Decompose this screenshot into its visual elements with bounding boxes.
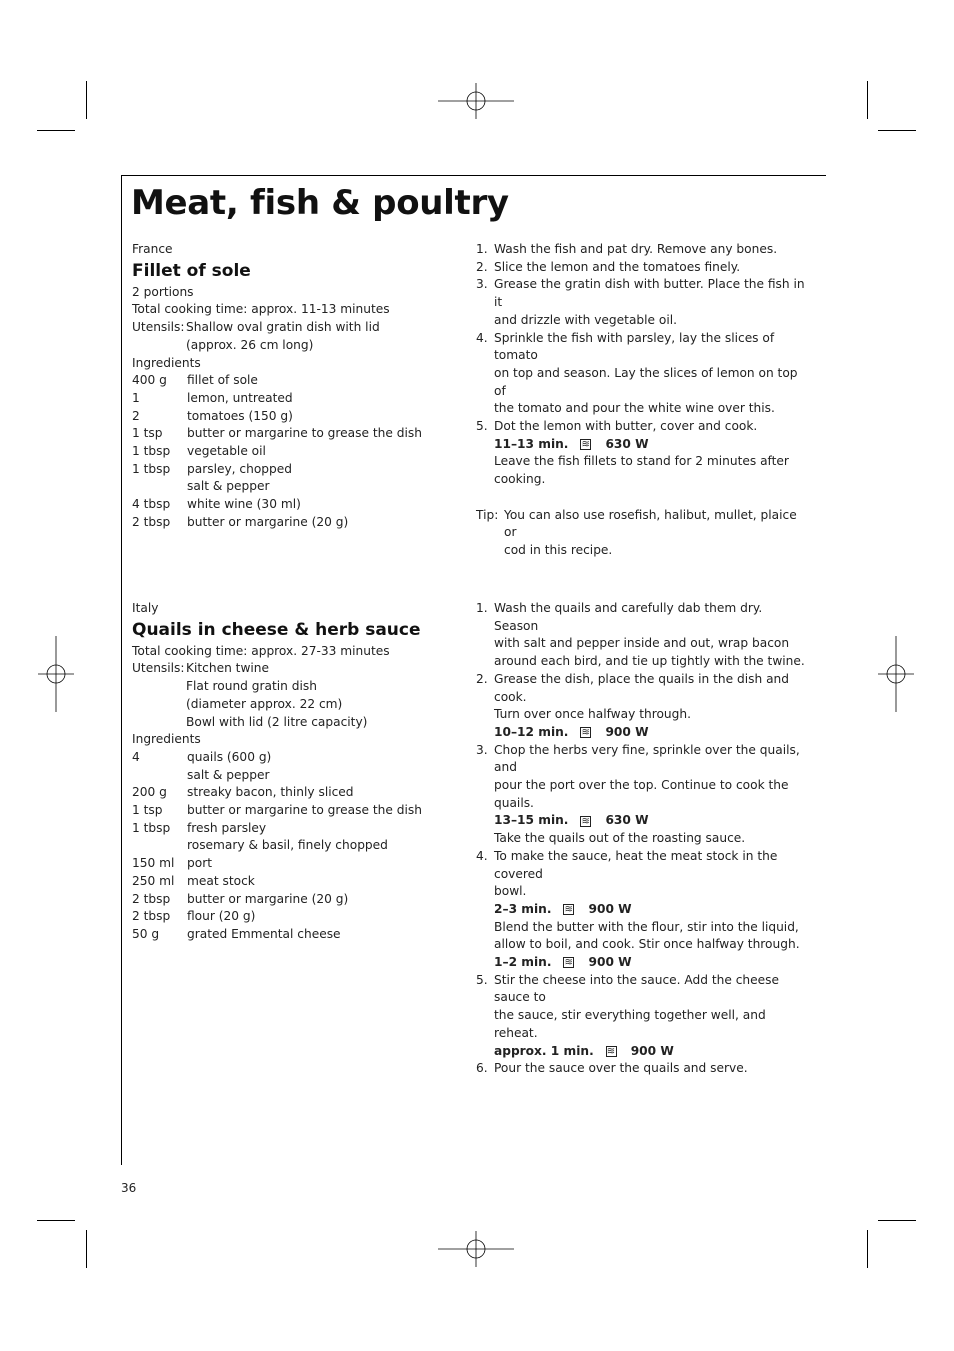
microwave-icon (563, 957, 574, 968)
ingredient-item: salt & pepper (187, 479, 270, 494)
step-number: 5. (476, 419, 488, 434)
utensil-item: Bowl with lid (2 litre capacity) (186, 714, 368, 729)
ingredient-item: meat stock (187, 873, 255, 888)
step (476, 671, 806, 724)
portions: 2 portions (132, 284, 194, 299)
ingredient-qty (132, 478, 187, 496)
ingredient-item: salt & pepper (187, 767, 270, 782)
ingredient-item: fresh parsley (187, 820, 267, 835)
ingredient-item: quails (600 g) (187, 749, 272, 764)
step-text: the sauce, stir everything together well, and reheat. (494, 1008, 766, 1040)
step-text: allow to boil, and cook. Stir once halfway through. (494, 937, 800, 952)
registration-mark-icon (858, 636, 934, 712)
ingredient-qty: 4 tbsp (132, 497, 171, 512)
ingredient-qty: 2 tbsp (132, 514, 171, 529)
power-level: 900 W (588, 901, 632, 916)
step (476, 418, 806, 436)
cooking-time: 11–13 min. (494, 436, 569, 451)
cooking-time: 13–15 min. (494, 813, 569, 828)
ingredient-qty: 1 tbsp (132, 461, 171, 476)
step-text: Take the quails out of the roasting sauce. (494, 831, 746, 846)
ingredient-row (132, 820, 452, 838)
ingredient-qty: 400 g (132, 373, 167, 388)
ingredient-qty: 1 tbsp (132, 820, 171, 835)
power-level: 900 W (588, 955, 632, 970)
ingredient-qty: 2 (132, 408, 140, 423)
step-number: 6. (476, 1061, 488, 1076)
page-number: 36 (121, 1181, 137, 1195)
ingredient-row (132, 873, 452, 891)
step (476, 1060, 806, 1078)
crop-mark (86, 1230, 87, 1268)
step-text: Chop the herbs very fine, sprinkle over the quails, and (494, 742, 800, 775)
ingredient-qty (132, 767, 187, 785)
tip-label: Tip: (476, 507, 499, 522)
step-text: Blend the butter with the flour, stir into the liquid, (494, 919, 799, 934)
utensils (132, 660, 452, 731)
ingredient-item: flour (20 g) (187, 909, 256, 924)
ingredient-qty: 1 tsp (132, 803, 163, 818)
step-text: Stir the cheese into the sauce. Add the cheese sauce to (494, 972, 780, 1005)
cooking-time: approx. 1 min. (494, 1043, 594, 1058)
step-text: the tomato and pour the white wine over this. (494, 401, 775, 416)
microwave-icon (580, 727, 591, 738)
ingredient-row (132, 784, 452, 802)
tip-text: cod in this recipe. (504, 542, 613, 557)
step-number: 2. (476, 671, 488, 686)
step-text: Wash the quails and carefully dab them dry. Season (494, 601, 763, 633)
utensil-item: Shallow oval gratin dish with lid (186, 320, 380, 335)
cooking-time: 10–12 min. (494, 724, 569, 739)
step-text: and drizzle with vegetable oil. (494, 312, 678, 327)
ingredient-row (132, 425, 452, 443)
utensil-item: Flat round gratin dish (186, 679, 317, 694)
registration-mark-icon (438, 1211, 514, 1287)
step-text: Wash the fish and pat dry. Remove any bones. (494, 242, 778, 256)
step-text: To make the sauce, heat the meat stock in the covered (494, 848, 778, 881)
step-number: 2. (476, 259, 488, 274)
crop-mark (37, 130, 75, 131)
step-number: 4. (476, 848, 488, 863)
step-number: 3. (476, 742, 488, 757)
ingredient-row (132, 372, 452, 390)
ingredient-item: butter or margarine (20 g) (187, 514, 349, 529)
recipe-1-steps (476, 241, 806, 560)
step-text: Leave the fish fillets to stand for 2 minutes after (494, 454, 789, 469)
microwave-icon (580, 439, 591, 450)
ingredient-qty: 2 tbsp (132, 891, 171, 906)
step-text: bowl. (494, 884, 527, 899)
microwave-icon (606, 1046, 617, 1057)
power-level: 900 W (605, 724, 649, 739)
ingredient-qty (132, 837, 187, 855)
step-number: 1. (476, 601, 488, 615)
ingredient-row (132, 461, 452, 479)
ingredient-row (132, 496, 452, 514)
ingredient-item: lemon, untreated (187, 390, 293, 405)
ingredient-item: butter or margarine to grease the dish (187, 803, 422, 818)
ingredient-row (132, 390, 452, 408)
ingredient-qty: 150 ml (132, 856, 175, 871)
step-text: Sprinkle the fish with parsley, lay the slices of tomato (494, 330, 775, 363)
ingredient-qty: 2 tbsp (132, 909, 171, 924)
step-text: Grease the gratin dish with butter. Place the fish in it (494, 277, 805, 310)
step-number: 1. (476, 242, 488, 256)
step (476, 330, 806, 419)
microwave-setting (476, 724, 806, 742)
step-text: pour the port over the top. Continue to cook the (494, 778, 789, 793)
microwave-icon (580, 816, 591, 827)
power-level: 630 W (605, 813, 649, 828)
crop-mark (878, 130, 916, 131)
step-number: 5. (476, 972, 488, 987)
step-text: with salt and pepper inside and out, wrap bacon (494, 636, 790, 651)
total-cooking-time: Total cooking time: approx. 11-13 minutes (132, 302, 390, 317)
step-text: Grease the dish, place the quails in the dish and cook. (494, 671, 790, 704)
ingredient-row (132, 891, 452, 909)
total-cooking-time: Total cooking time: approx. 27-33 minutes (132, 643, 390, 658)
registration-mark-icon (438, 63, 514, 139)
ingredient-row (132, 855, 452, 873)
ingredient-qty: 200 g (132, 785, 167, 800)
step (476, 742, 806, 813)
ingredient-item: tomatoes (150 g) (187, 408, 293, 423)
step-text: Slice the lemon and the tomatoes finely. (494, 259, 741, 274)
ingredient-row (132, 767, 452, 785)
ingredient-item: grated Emmental cheese (187, 926, 341, 941)
crop-mark (867, 81, 868, 119)
ingredient-qty: 1 tsp (132, 426, 163, 441)
ingredient-item: fillet of sole (187, 373, 258, 388)
header-rule (121, 175, 826, 176)
microwave-setting (476, 436, 806, 454)
ingredient-row (132, 802, 452, 820)
ingredient-row (132, 443, 452, 461)
recipe-2-steps (476, 600, 806, 1078)
margin-rule (121, 175, 122, 1165)
ingredient-qty: 1 tbsp (132, 444, 171, 459)
recipe-title: Quails in cheese & herb sauce (132, 619, 421, 640)
microwave-setting (476, 812, 806, 830)
step (476, 848, 806, 901)
cooking-time: 1–2 min. (494, 955, 552, 970)
step (476, 972, 806, 1043)
step (476, 241, 806, 259)
utensil-item: Kitchen twine (186, 661, 270, 676)
utensils-label: Utensils: (132, 320, 185, 335)
ingredient-item: vegetable oil (187, 444, 266, 459)
ingredient-row (132, 908, 452, 926)
ingredient-row (132, 408, 452, 426)
recipe-1-details (132, 241, 452, 532)
utensil-item: (approx. 26 cm long) (186, 337, 314, 352)
ingredient-item: butter or margarine to grease the dish (187, 426, 422, 441)
ingredient-qty: 50 g (132, 926, 160, 941)
cooking-time: 2–3 min. (494, 901, 552, 916)
step-text: cooking. (494, 472, 546, 487)
step-number: 4. (476, 330, 488, 345)
ingredient-qty: 250 ml (132, 873, 175, 888)
microwave-setting (476, 901, 806, 919)
step-text: on top and season. Lay the slices of lemon on top of (494, 365, 798, 398)
microwave-setting (476, 954, 806, 972)
ingredient-item: port (187, 856, 212, 871)
ingredient-row (132, 478, 452, 496)
recipe-2-details (132, 600, 452, 944)
step-number: 3. (476, 277, 488, 292)
power-level: 630 W (605, 436, 649, 451)
crop-mark (878, 1220, 916, 1221)
step-text: Pour the sauce over the quails and serve. (494, 1061, 748, 1076)
ingredient-qty: 4 (132, 749, 140, 764)
step-text: Turn over once halfway through. (494, 707, 691, 722)
registration-mark-icon (18, 636, 94, 712)
step-text: quails. (494, 795, 534, 810)
ingredient-row (132, 514, 452, 532)
ingredient-item: rosemary & basil, finely chopped (187, 838, 388, 853)
tip-text: You can also use rosefish, halibut, mullet, plaice or (504, 507, 797, 540)
step (476, 600, 806, 671)
crop-mark (86, 81, 87, 119)
power-level: 900 W (630, 1043, 674, 1058)
ingredient-qty: 1 (132, 390, 140, 405)
ingredients-label: Ingredients (132, 732, 201, 747)
microwave-setting (476, 1043, 806, 1061)
ingredients-label: Ingredients (132, 355, 201, 370)
ingredient-item: butter or margarine (20 g) (187, 891, 349, 906)
page-title: Meat, fish & poultry (131, 183, 509, 223)
ingredient-row (132, 837, 452, 855)
recipe-origin: France (132, 242, 173, 256)
step-text: around each bird, and tie up tightly with the twine. (494, 654, 805, 669)
step-text: Dot the lemon with butter, cover and cook. (494, 419, 758, 434)
step (476, 276, 806, 329)
recipe-title: Fillet of sole (132, 260, 251, 281)
step (476, 259, 806, 277)
utensils-label: Utensils: (132, 661, 185, 676)
recipe-origin: Italy (132, 601, 159, 615)
microwave-icon (563, 904, 574, 915)
utensil-item: (diameter approx. 22 cm) (186, 696, 343, 711)
ingredient-row (132, 749, 452, 767)
ingredient-item: parsley, chopped (187, 461, 292, 476)
crop-mark (867, 1230, 868, 1268)
ingredient-item: white wine (30 ml) (187, 497, 301, 512)
utensils (132, 319, 452, 354)
ingredient-row (132, 926, 452, 944)
tip (476, 507, 806, 560)
ingredient-item: streaky bacon, thinly sliced (187, 785, 354, 800)
crop-mark (37, 1220, 75, 1221)
